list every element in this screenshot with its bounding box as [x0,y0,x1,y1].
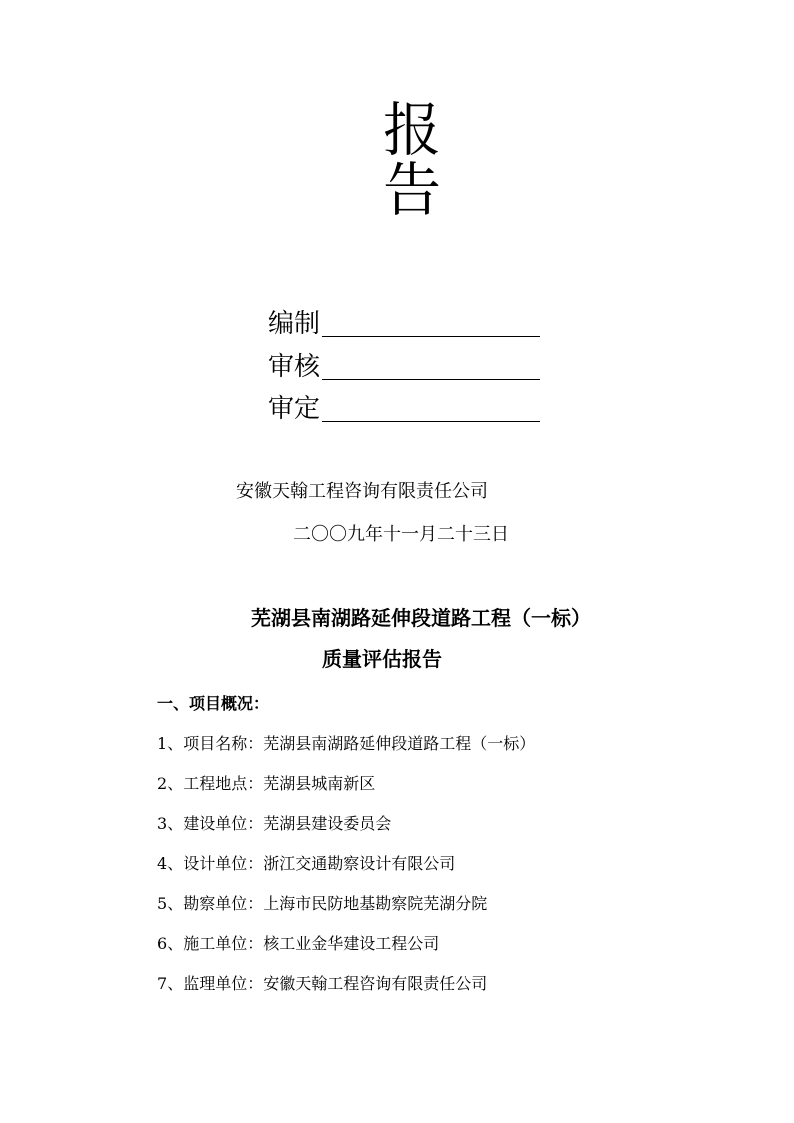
item-number: 2 [157,774,168,793]
signature-label: 审定 [268,394,321,424]
section-heading: 一、项目概况： [157,694,270,713]
signature-row-review [268,352,540,382]
item-text: 、设计单位：浙江交通勘察设计有限公司 [167,854,456,873]
document-title-line-2: 质量评估报告 [322,647,442,671]
company-name: 安徽天翰工程咨询有限责任公司 [236,481,488,502]
item-number: 5 [157,894,168,913]
item-number: 1 [157,734,168,753]
item-text: 、施工单位：核工业金华建设工程公司 [167,934,440,953]
project-info-item [157,734,535,754]
signature-label: 编制 [268,309,321,339]
project-info-item [157,974,487,994]
signature-line [322,420,540,422]
item-text: 、项目名称：芜湖县南湖路延伸段道路工程（一标） [167,734,536,753]
project-info-item [157,774,375,794]
project-info-item [157,854,455,874]
document-title-line-1: 芜湖县南湖路延伸段道路工程（一标） [251,606,591,630]
item-number: 6 [157,934,168,953]
project-info-item [157,934,439,954]
signature-row-compile [268,309,540,339]
signature-line [322,378,540,380]
cover-title-char-2: 告 [383,156,442,224]
signature-label: 审核 [268,352,321,382]
item-text: 、建设单位：芜湖县建设委员会 [167,814,392,833]
item-number: 7 [157,974,168,993]
item-number: 3 [157,814,168,833]
project-info-item [157,814,391,834]
signature-row-approve [268,394,540,424]
signature-line [322,335,540,337]
item-text: 、工程地点：芜湖县城南新区 [167,774,376,793]
item-number: 4 [157,854,168,873]
item-text: 、勘察单位：上海市民防地基勘察院芜湖分院 [167,894,488,913]
item-text: 、监理单位：安徽天翰工程咨询有限责任公司 [167,974,488,993]
cover-title-char-1: 报 [383,96,442,164]
report-date: 二〇〇九年十一月二十三日 [293,524,509,545]
project-info-item [157,894,487,914]
